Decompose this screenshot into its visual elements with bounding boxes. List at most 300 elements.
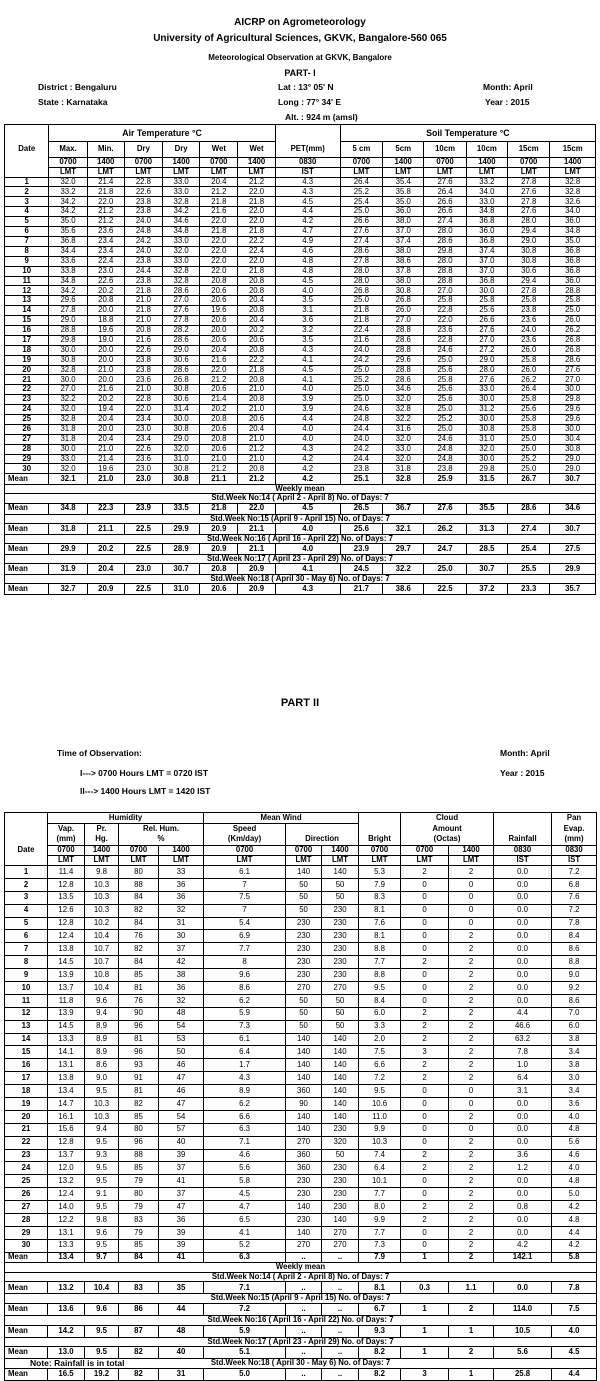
- table-row: [5, 316, 596, 326]
- part2-table: [4, 812, 597, 1381]
- week-mean-value: 34.6: [550, 504, 596, 515]
- value-cell: 14.5: [48, 956, 85, 969]
- value-cell: 21.0: [124, 296, 162, 306]
- value-cell: 30.6: [508, 266, 550, 276]
- value-cell: 230: [322, 1162, 359, 1175]
- cloud-header: Cloud: [401, 813, 494, 824]
- date-cell: 4: [5, 904, 48, 917]
- week-mean-value: 14.2: [48, 1325, 85, 1337]
- col-header: 5 cm: [340, 142, 382, 158]
- value-cell: 13.5: [48, 891, 85, 904]
- part2-title: PART II: [280, 697, 320, 709]
- value-cell: 25.2: [340, 375, 382, 385]
- value-cell: 2: [449, 982, 494, 995]
- value-cell: 25.0: [508, 444, 550, 454]
- mean-label: Mean: [5, 474, 49, 485]
- value-cell: 28.6: [340, 246, 382, 256]
- mean-value: 41: [159, 1252, 204, 1263]
- mean-label: Mean: [5, 1347, 48, 1359]
- time-header: 0700: [119, 846, 159, 856]
- date-cell: 30: [5, 464, 49, 474]
- value-cell: 24.6: [424, 345, 466, 355]
- std-week-title: Std.Week No:14 ( April 2 - April 8) No. of Days: 7: [5, 1272, 597, 1282]
- value-cell: 4.1: [275, 375, 340, 385]
- value-cell: 20.6: [200, 444, 238, 454]
- value-cell: 20.4: [87, 434, 124, 444]
- value-cell: 28.6: [383, 375, 424, 385]
- value-cell: 27.0: [49, 385, 87, 395]
- value-cell: 25.6: [424, 395, 466, 405]
- evap-header: Evap.: [552, 824, 597, 835]
- value-cell: 20.0: [87, 424, 124, 434]
- value-cell: 27.0: [466, 335, 507, 345]
- date-cell: 6: [5, 930, 48, 943]
- table-row: [5, 424, 596, 434]
- date-cell: 12: [5, 1007, 48, 1020]
- table-row: [5, 266, 596, 276]
- value-cell: 7.6: [359, 917, 401, 930]
- week-mean-value: 5.1: [204, 1347, 286, 1359]
- unit-header: LMT: [159, 856, 204, 866]
- value-cell: 36.0: [466, 227, 507, 237]
- value-cell: 38.6: [383, 256, 424, 266]
- std-week-title: Std.Week No:16 ( April 16 - April 22) No. of Days: 7: [5, 534, 596, 544]
- value-cell: 9.5: [85, 1162, 119, 1175]
- value-cell: 22.0: [200, 256, 238, 266]
- mean-value: 30.7: [550, 474, 596, 485]
- value-cell: 0.0: [494, 969, 552, 982]
- value-cell: 25.8: [424, 296, 466, 306]
- value-cell: 9.5: [85, 1201, 119, 1214]
- week-mean-value: 20.9: [200, 524, 238, 535]
- value-cell: 84: [119, 917, 159, 930]
- week-mean-row: [5, 1325, 597, 1337]
- mean-value: 1: [401, 1252, 449, 1263]
- value-cell: 6.1: [204, 866, 286, 879]
- time-header: 0830: [552, 846, 597, 856]
- week-mean-value: ..: [322, 1368, 359, 1380]
- value-cell: 34.6: [163, 217, 200, 227]
- value-cell: 230: [286, 969, 322, 982]
- value-cell: 20.2: [238, 325, 275, 335]
- time-header: 0700: [359, 846, 401, 856]
- value-cell: 27.6: [424, 177, 466, 187]
- date-time-blank: [5, 158, 49, 168]
- unit-header: LMT: [48, 856, 85, 866]
- time-header: 0700: [204, 846, 286, 856]
- value-cell: 30.8: [163, 424, 200, 434]
- date-cell: 21: [5, 1123, 48, 1136]
- part1-table: [4, 124, 596, 595]
- value-cell: 27.6: [508, 207, 550, 217]
- value-cell: 21.8: [87, 187, 124, 197]
- value-cell: 31.2: [466, 405, 507, 415]
- value-cell: 9.6: [85, 1226, 119, 1239]
- value-cell: 2: [449, 1136, 494, 1149]
- value-cell: 36.0: [383, 207, 424, 217]
- weekly-mean-title: Weekly mean: [5, 1263, 597, 1273]
- value-cell: 31: [159, 917, 204, 930]
- time-header: 0700: [124, 158, 162, 168]
- value-cell: 23.8: [124, 365, 162, 375]
- value-cell: 29.6: [383, 355, 424, 365]
- value-cell: 38.0: [383, 217, 424, 227]
- value-cell: 8.0: [359, 1201, 401, 1214]
- value-cell: 0: [449, 917, 494, 930]
- value-cell: 6.0: [359, 1007, 401, 1020]
- week-mean-value: 20.9: [200, 544, 238, 555]
- value-cell: 23.0: [124, 464, 162, 474]
- std-week-title: Std.Week No:16 ( April 16 - April 22) No. of Days: 7: [5, 1316, 597, 1326]
- value-cell: 32.0: [163, 246, 200, 256]
- value-cell: 80: [119, 1188, 159, 1201]
- value-cell: 27.0: [424, 286, 466, 296]
- value-cell: 21.0: [238, 385, 275, 395]
- table-row: [5, 1110, 597, 1123]
- value-cell: 23.8: [124, 355, 162, 365]
- value-cell: 31.8: [49, 424, 87, 434]
- value-cell: 39: [159, 1239, 204, 1252]
- table-row: [5, 286, 596, 296]
- unit-header: LMT: [87, 168, 124, 178]
- value-cell: 30.8: [508, 246, 550, 256]
- value-cell: 28.8: [383, 365, 424, 375]
- table-row: [5, 904, 597, 917]
- week-mean-value: 40: [159, 1347, 204, 1359]
- date-cell: 23: [5, 1149, 48, 1162]
- date-cell: 20: [5, 365, 49, 375]
- table-row: [5, 217, 596, 227]
- value-cell: 29.6: [49, 296, 87, 306]
- value-cell: 7.3: [359, 1239, 401, 1252]
- time-header: 0830: [275, 158, 340, 168]
- time-header: 0700: [340, 158, 382, 168]
- table-row: [5, 187, 596, 197]
- week-mean-value: 4.4: [552, 1368, 597, 1380]
- value-cell: 26.8: [550, 335, 596, 345]
- value-cell: 0: [401, 1123, 449, 1136]
- value-cell: 82: [119, 904, 159, 917]
- value-cell: 21.0: [238, 454, 275, 464]
- table-row: [5, 1072, 597, 1085]
- value-cell: 30.0: [49, 375, 87, 385]
- value-cell: 24.0: [340, 434, 382, 444]
- value-cell: 140: [286, 1033, 322, 1046]
- value-cell: 140: [322, 1214, 359, 1227]
- value-cell: 36.8: [550, 256, 596, 266]
- week-mean-value: 13.6: [48, 1304, 85, 1316]
- value-cell: 19.6: [87, 464, 124, 474]
- value-cell: 5.3: [359, 866, 401, 879]
- value-cell: 13.4: [48, 1085, 85, 1098]
- week-mean-row: [5, 524, 596, 535]
- value-cell: 12.8: [48, 1136, 85, 1149]
- mean-label: Mean: [5, 1252, 48, 1263]
- value-cell: 13.3: [48, 1033, 85, 1046]
- value-cell: 0.0: [494, 891, 552, 904]
- table-row: [5, 375, 596, 385]
- week-mean-value: 20.2: [87, 544, 124, 555]
- value-cell: 21.0: [87, 365, 124, 375]
- value-cell: 270: [322, 1226, 359, 1239]
- value-cell: 33.6: [49, 256, 87, 266]
- value-cell: 76: [119, 930, 159, 943]
- week-mean-value: 34.8: [49, 504, 87, 515]
- value-cell: 26.6: [424, 197, 466, 207]
- value-cell: 90: [286, 1098, 322, 1111]
- value-cell: 22.0: [424, 316, 466, 326]
- value-cell: 3.5: [275, 335, 340, 345]
- value-cell: 22.8: [424, 306, 466, 316]
- mean-label: Mean: [5, 1368, 48, 1380]
- pr-unit: Hg.: [85, 835, 119, 846]
- value-cell: 22.0: [200, 217, 238, 227]
- week-mean-value: 3: [401, 1368, 449, 1380]
- value-cell: 13.3: [48, 1239, 85, 1252]
- table-row: [5, 1149, 597, 1162]
- value-cell: 2: [449, 930, 494, 943]
- value-cell: 10.3: [85, 878, 119, 891]
- value-cell: 7.8: [552, 917, 597, 930]
- value-cell: 22.0: [200, 236, 238, 246]
- value-cell: 2: [401, 1149, 449, 1162]
- value-cell: 21.8: [124, 306, 162, 316]
- value-cell: 28.6: [163, 335, 200, 345]
- value-cell: 54: [159, 1110, 204, 1123]
- value-cell: 20.2: [87, 395, 124, 405]
- value-cell: 32.8: [550, 187, 596, 197]
- table-row: [5, 177, 596, 187]
- value-cell: 0.0: [494, 943, 552, 956]
- value-cell: 0.0: [494, 917, 552, 930]
- value-cell: 22.0: [124, 405, 162, 415]
- value-cell: 24.2: [340, 444, 382, 454]
- value-cell: 21.2: [200, 375, 238, 385]
- value-cell: 3.3: [359, 1020, 401, 1033]
- date-cell: 1: [5, 866, 48, 879]
- rain-corner: [494, 813, 552, 824]
- value-cell: 2: [449, 1188, 494, 1201]
- value-cell: 3.9: [275, 405, 340, 415]
- date-cell: 12: [5, 286, 49, 296]
- value-cell: 10.1: [359, 1175, 401, 1188]
- table-row: [5, 994, 597, 1007]
- week-mean-value: 28.6: [508, 504, 550, 515]
- value-cell: 22.0: [238, 207, 275, 217]
- value-cell: 4.3: [275, 444, 340, 454]
- value-cell: 20.8: [200, 434, 238, 444]
- date-cell: 4: [5, 207, 49, 217]
- value-cell: 33.0: [163, 177, 200, 187]
- value-cell: 2: [401, 1201, 449, 1214]
- time-header: 1400: [85, 846, 119, 856]
- mean-value: 21.0: [87, 474, 124, 485]
- value-cell: 25.0: [340, 395, 382, 405]
- value-cell: 30.8: [383, 286, 424, 296]
- table-row: [5, 395, 596, 405]
- value-cell: 31.0: [466, 434, 507, 444]
- value-cell: 79: [119, 1201, 159, 1214]
- time-obs-1: I---> 0700 Hours LMT = 0720 IST: [80, 768, 209, 778]
- value-cell: 27.8: [163, 316, 200, 326]
- date-cell: 15: [5, 1046, 48, 1059]
- value-cell: 230: [322, 1123, 359, 1136]
- value-cell: 50: [286, 878, 322, 891]
- rain-blank: [494, 824, 552, 835]
- value-cell: 270: [322, 1239, 359, 1252]
- week-mean-value: 35.7: [550, 584, 596, 595]
- week-mean-value: 6.7: [359, 1304, 401, 1316]
- p2-blank2: [5, 835, 48, 846]
- value-cell: 0: [401, 969, 449, 982]
- value-cell: 13.9: [48, 1007, 85, 1020]
- value-cell: 25.8: [508, 395, 550, 405]
- value-cell: 14.7: [48, 1098, 85, 1111]
- date-cell: 25: [5, 1175, 48, 1188]
- value-cell: 30.0: [466, 395, 507, 405]
- value-cell: 27.6: [508, 187, 550, 197]
- date-cell: 18: [5, 345, 49, 355]
- value-cell: 13.7: [48, 1149, 85, 1162]
- week-mean-value: 21.1: [238, 524, 275, 535]
- mean-value: 9.7: [85, 1252, 119, 1263]
- value-cell: 7.7: [359, 956, 401, 969]
- week-mean-value: 1: [401, 1347, 449, 1359]
- value-cell: 6.8: [552, 878, 597, 891]
- value-cell: 26.2: [508, 375, 550, 385]
- date-cell: 8: [5, 956, 48, 969]
- value-cell: 11.8: [48, 994, 85, 1007]
- value-cell: 20.6: [200, 316, 238, 326]
- university-name: University of Agricultural Sciences, GKVK, Bangalore-560 065: [153, 33, 447, 44]
- value-cell: 0.0: [494, 1214, 552, 1227]
- value-cell: 2: [449, 1226, 494, 1239]
- value-cell: 19.4: [87, 405, 124, 415]
- value-cell: 22.0: [238, 187, 275, 197]
- value-cell: 35.0: [383, 197, 424, 207]
- week-mean-value: 1: [449, 1368, 494, 1380]
- value-cell: 0.0: [494, 994, 552, 1007]
- value-cell: 32.8: [550, 177, 596, 187]
- value-cell: 2: [449, 866, 494, 879]
- date-cell: 8: [5, 246, 49, 256]
- week-mean-value: 9.3: [359, 1325, 401, 1337]
- value-cell: 140: [286, 1110, 322, 1123]
- value-cell: 20.8: [238, 464, 275, 474]
- week-mean-value: 25.0: [424, 564, 466, 575]
- value-cell: 230: [322, 904, 359, 917]
- unit-header: LMT: [49, 168, 87, 178]
- date-header: Date: [5, 142, 49, 158]
- value-cell: 48: [159, 1007, 204, 1020]
- week-mean-value: 36.7: [383, 504, 424, 515]
- value-cell: 32.2: [383, 414, 424, 424]
- value-cell: 7.7: [359, 1188, 401, 1201]
- value-cell: 8.8: [359, 969, 401, 982]
- value-cell: 21.2: [238, 177, 275, 187]
- value-cell: 15.6: [48, 1123, 85, 1136]
- time-header: 0700: [401, 846, 449, 856]
- value-cell: 37: [159, 1162, 204, 1175]
- std-week-title: Std.Week No:14 ( April 2 - April 8) No. of Days: 7: [5, 494, 596, 504]
- value-cell: 23.0: [124, 424, 162, 434]
- week-mean-value: 33.5: [163, 504, 200, 515]
- week-mean-value: 26.2: [424, 524, 466, 535]
- value-cell: 26.4: [340, 177, 382, 187]
- value-cell: 20.8: [238, 345, 275, 355]
- pan-header: Pan: [552, 813, 597, 824]
- week-mean-value: 13.2: [48, 1282, 85, 1294]
- table-row: [5, 296, 596, 306]
- value-cell: 9.0: [85, 1072, 119, 1085]
- date-unit-blank: [5, 856, 48, 866]
- value-cell: 90: [119, 1007, 159, 1020]
- value-cell: 28.6: [424, 236, 466, 246]
- value-cell: 0: [401, 994, 449, 1007]
- mean-label: Mean: [5, 584, 49, 595]
- value-cell: 25.0: [340, 365, 382, 375]
- week-mean-value: 16.5: [48, 1368, 85, 1380]
- value-cell: 2: [449, 1162, 494, 1175]
- value-cell: 4.0: [552, 1110, 597, 1123]
- value-cell: 9.9: [359, 1123, 401, 1136]
- value-cell: 3.6: [275, 316, 340, 326]
- value-cell: 21.8: [238, 197, 275, 207]
- value-cell: 26.2: [550, 325, 596, 335]
- week-mean-value: 2: [449, 1304, 494, 1316]
- week-mean-value: 82: [119, 1347, 159, 1359]
- value-cell: 0: [401, 943, 449, 956]
- value-cell: 3.6: [552, 1098, 597, 1111]
- value-cell: 22.2: [238, 355, 275, 365]
- value-cell: 39: [159, 1149, 204, 1162]
- time-header: 0830: [494, 846, 552, 856]
- week-mean-value: 25.6: [340, 524, 382, 535]
- value-cell: 20.4: [200, 345, 238, 355]
- week-mean-value: 32.7: [49, 584, 87, 595]
- week-mean-value: 23.9: [124, 504, 162, 515]
- week-mean-value: 37.2: [466, 584, 507, 595]
- value-cell: 10.3: [359, 1136, 401, 1149]
- unit-header: LMT: [238, 168, 275, 178]
- value-cell: 0: [401, 982, 449, 995]
- mean-label: Mean: [5, 524, 49, 535]
- value-cell: 82: [119, 1098, 159, 1111]
- col-header: 5cm: [383, 142, 424, 158]
- table-row: [5, 454, 596, 464]
- value-cell: 6.6: [359, 1059, 401, 1072]
- table-row: [5, 969, 597, 982]
- unit-header: IST: [275, 168, 340, 178]
- value-cell: 20.8: [238, 306, 275, 316]
- mean-value: 23.0: [124, 474, 162, 485]
- value-cell: 8.6: [552, 994, 597, 1007]
- value-cell: 23.8: [124, 197, 162, 207]
- value-cell: 34.2: [49, 286, 87, 296]
- time-header: 1400: [159, 846, 204, 856]
- value-cell: 270: [286, 1239, 322, 1252]
- date-cell: 28: [5, 1214, 48, 1227]
- mean-value: 7.9: [359, 1252, 401, 1263]
- week-mean-value: 27.6: [424, 504, 466, 515]
- value-cell: 24.8: [124, 227, 162, 237]
- value-cell: 84: [119, 891, 159, 904]
- value-cell: 230: [322, 1201, 359, 1214]
- value-cell: 0: [449, 878, 494, 891]
- week-mean-value: 30.7: [163, 564, 200, 575]
- value-cell: 25.0: [340, 296, 382, 306]
- time-header: 1400: [238, 158, 275, 168]
